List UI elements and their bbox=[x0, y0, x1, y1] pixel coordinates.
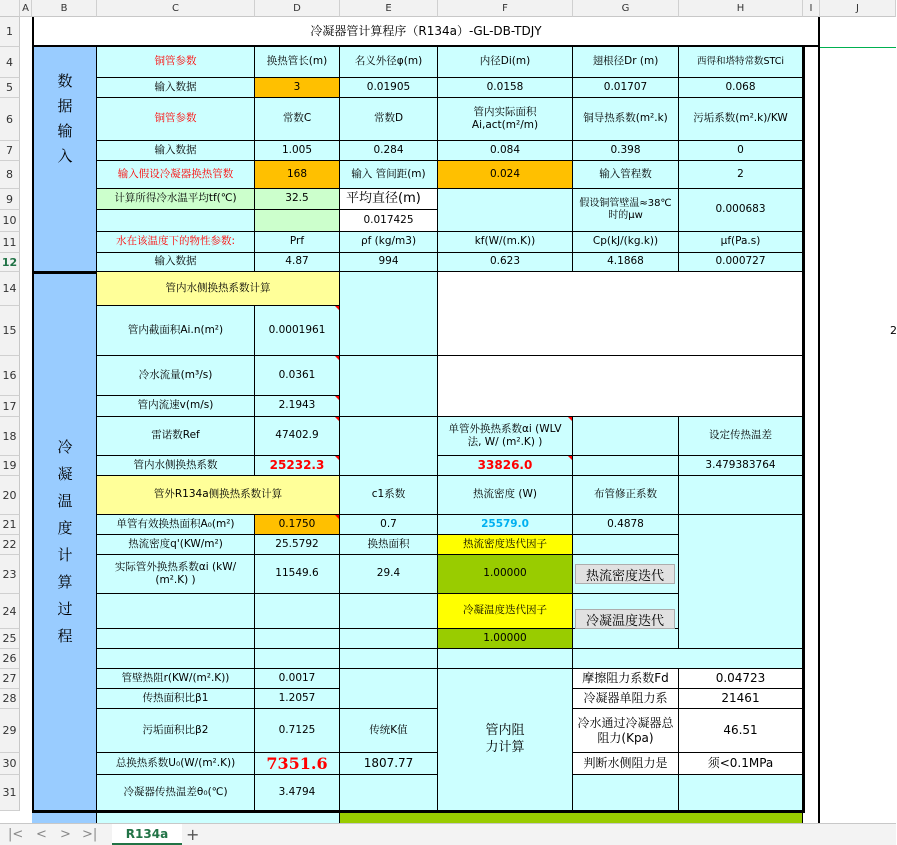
cell-f26[interactable] bbox=[438, 649, 573, 669]
cell-e23[interactable]: 29.4 bbox=[340, 555, 438, 594]
cell-d5-tube-length[interactable]: 3 bbox=[255, 78, 340, 98]
cell-e31[interactable] bbox=[340, 775, 438, 811]
comment-marker bbox=[335, 515, 339, 519]
cell-d18[interactable]: 47402.9 bbox=[255, 417, 340, 456]
cell-g26[interactable] bbox=[573, 649, 803, 669]
row-header-8[interactable]: 8 bbox=[0, 161, 20, 189]
cell-h12[interactable]: 0.000727 bbox=[679, 253, 803, 272]
cell-c7[interactable]: 输入数据 bbox=[97, 141, 255, 161]
cell-f12[interactable]: 0.623 bbox=[438, 253, 573, 272]
cell-c31[interactable]: 冷凝器传热温差θ₀(℃) bbox=[97, 775, 255, 811]
sheet-tab-bar bbox=[0, 823, 896, 845]
row-header-6[interactable]: 6 bbox=[0, 98, 20, 141]
row-header-19[interactable]: 19 bbox=[0, 456, 20, 476]
row-header-17[interactable]: 17 bbox=[0, 396, 20, 417]
cell-h5[interactable]: 0.068 bbox=[679, 78, 803, 98]
col-header-i[interactable]: I bbox=[803, 0, 820, 17]
cell-d16[interactable]: 0.0361 bbox=[255, 356, 340, 396]
cell-f6[interactable] bbox=[438, 98, 573, 141]
cell-c25[interactable] bbox=[97, 629, 255, 649]
side-label-calc-process[interactable] bbox=[32, 272, 97, 811]
cell-h11[interactable]: μf(Pa.s) bbox=[679, 232, 803, 253]
cell-d17[interactable]: 2.1943 bbox=[255, 396, 340, 417]
sheet-title[interactable]: 冷凝器管计算程序（R134a）-GL-DB-TDJY bbox=[32, 17, 820, 47]
cell-f22[interactable]: 热流密度迭代因子 bbox=[438, 535, 573, 555]
cell-h18[interactable]: 设定传热温差 bbox=[679, 417, 803, 456]
cell-e29[interactable]: 传统K值 bbox=[340, 709, 438, 753]
comment-marker bbox=[335, 306, 339, 310]
heat-flux-iterate-button[interactable]: 热流密度迭代 bbox=[575, 564, 675, 584]
col-header-a[interactable]: A bbox=[20, 0, 32, 17]
cell-f21[interactable]: 25579.0 bbox=[438, 515, 573, 535]
side-char: 据 bbox=[57, 97, 73, 115]
col-header-f[interactable]: F bbox=[438, 0, 573, 17]
col-header-e[interactable]: E bbox=[340, 0, 438, 17]
cell-d24[interactable] bbox=[255, 594, 340, 629]
cell-c17[interactable]: 管内流速v(m/s) bbox=[97, 396, 255, 417]
cell-e7[interactable]: 0.284 bbox=[340, 141, 438, 161]
table-right-border bbox=[803, 47, 805, 811]
cell-f11[interactable]: kf(W/(m.K)) bbox=[438, 232, 573, 253]
cell-g6[interactable]: 铜导热系数(m².k) bbox=[573, 98, 679, 141]
edge-digit: 2 bbox=[890, 324, 897, 337]
cell-e18[interactable] bbox=[340, 417, 438, 476]
cell-e12[interactable]: 994 bbox=[340, 253, 438, 272]
cell-d6[interactable]: 常数C bbox=[255, 98, 340, 141]
side-label-data-input[interactable] bbox=[32, 47, 97, 272]
cell-e24[interactable] bbox=[340, 594, 438, 629]
side-char: 度 bbox=[57, 519, 73, 537]
cell-g5[interactable]: 0.01707 bbox=[573, 78, 679, 98]
col-header-c[interactable]: C bbox=[97, 0, 255, 17]
cell-c6[interactable]: 铜管参数 bbox=[97, 98, 255, 141]
cell-c10[interactable] bbox=[97, 210, 255, 232]
row-header-10[interactable]: 10 bbox=[0, 210, 20, 232]
cell-f20[interactable]: 热流密度 (W) bbox=[438, 476, 573, 515]
cell-e32[interactable] bbox=[340, 813, 803, 823]
cell-d8-tube-count[interactable]: 168 bbox=[255, 161, 340, 189]
side-char: 输 bbox=[57, 122, 73, 140]
cell-e21[interactable]: 0.7 bbox=[340, 515, 438, 535]
cell-g20[interactable]: 布管修正系数 bbox=[573, 476, 679, 515]
green-border-line bbox=[820, 47, 896, 48]
cell-c11[interactable]: 水在该温度下的物性参数: bbox=[97, 232, 255, 253]
cell-c20-section[interactable]: 管外R134a侧换热系数计算 bbox=[97, 476, 340, 515]
cell-d9[interactable]: 32.5 bbox=[255, 189, 340, 210]
cell-e26[interactable] bbox=[340, 649, 438, 669]
cell-g27[interactable]: 摩擦阻力系数Fd bbox=[573, 669, 679, 689]
cell-e20[interactable]: c1系数 bbox=[340, 476, 438, 515]
comment-marker bbox=[568, 417, 572, 421]
cell-g19[interactable] bbox=[573, 456, 679, 476]
cell-c24[interactable] bbox=[97, 594, 255, 629]
cell-g7[interactable]: 0.398 bbox=[573, 141, 679, 161]
row-header-30[interactable]: 30 bbox=[0, 753, 20, 775]
cell-h7[interactable]: 0 bbox=[679, 141, 803, 161]
cell-e9[interactable]: 平均直径(m) bbox=[340, 189, 438, 210]
cell-g8[interactable]: 输入管程数 bbox=[573, 161, 679, 189]
cell-f14-empty[interactable] bbox=[438, 272, 803, 356]
cell-c27[interactable]: 管壁热阻r(KW/(m².K)) bbox=[97, 669, 255, 689]
cell-c8[interactable]: 输入假设冷凝器换热管数 bbox=[97, 161, 255, 189]
cell-c14-section[interactable]: 管内水侧换热系数计算 bbox=[97, 272, 340, 306]
row-header-24[interactable]: 24 bbox=[0, 594, 20, 629]
cell-f6-line1: 管内实际面积 bbox=[473, 105, 537, 118]
row-header-28[interactable]: 28 bbox=[0, 689, 20, 709]
col-header-h[interactable]: H bbox=[679, 0, 803, 17]
last-sheet-icon[interactable]: >| bbox=[82, 827, 98, 842]
cell-e4[interactable]: 名义外径φ(m) bbox=[340, 47, 438, 78]
cell-c23[interactable]: 实际管外换热系数αi (kW/ (m².K) ) bbox=[97, 555, 255, 594]
cell-f6-line2: Ai,act(m²/m) bbox=[471, 119, 539, 131]
cell-c16[interactable]: 冷水流量(m³/s) bbox=[97, 356, 255, 396]
side-char: 入 bbox=[57, 147, 73, 165]
comment-marker bbox=[335, 396, 339, 400]
row-header-16[interactable]: 16 bbox=[0, 356, 20, 396]
comment-marker bbox=[335, 356, 339, 360]
row-header-11[interactable]: 11 bbox=[0, 232, 20, 253]
cell-c18[interactable]: 雷诺数Ref bbox=[97, 417, 255, 456]
cell-g22[interactable] bbox=[573, 535, 679, 555]
row-header-29[interactable]: 29 bbox=[0, 709, 20, 753]
side-char: 数 bbox=[57, 72, 73, 90]
row-header-23[interactable]: 23 bbox=[0, 555, 20, 594]
cell-f18[interactable]: 单管外换热系数αi (WLV法, W/ (m².K) ) bbox=[438, 417, 573, 456]
cell-c26[interactable] bbox=[97, 649, 255, 669]
cell-e6[interactable]: 常数D bbox=[340, 98, 438, 141]
cell-d12[interactable]: 4.87 bbox=[255, 253, 340, 272]
cell-f4[interactable]: 内径Di(m) bbox=[438, 47, 573, 78]
sheet-tab-r134a[interactable]: R134a bbox=[112, 824, 182, 845]
cell-c19[interactable]: 管内水侧换热系数 bbox=[97, 456, 255, 476]
add-sheet-icon[interactable]: + bbox=[186, 825, 200, 844]
row-header-9[interactable]: 9 bbox=[0, 189, 20, 210]
side-char: 程 bbox=[57, 627, 73, 645]
cell-h9[interactable]: 0.000683 bbox=[679, 189, 803, 232]
row-header-5[interactable]: 5 bbox=[0, 78, 20, 98]
cell-f7[interactable]: 0.084 bbox=[438, 141, 573, 161]
cell-h28[interactable]: 21461 bbox=[679, 689, 803, 709]
cell-c22[interactable]: 热流密度q'(KW/m²) bbox=[97, 535, 255, 555]
cell-c21[interactable]: 单管有效换热面积A₀(m²) bbox=[97, 515, 255, 535]
cell-f8-tube-pitch[interactable]: 0.024 bbox=[438, 161, 573, 189]
cell-g4[interactable]: 翅根径Dr (m) bbox=[573, 47, 679, 78]
col-header-j[interactable]: J bbox=[820, 0, 896, 17]
side-char: 过 bbox=[57, 600, 73, 618]
cell-d15[interactable]: 0.0001961 bbox=[255, 306, 340, 356]
cell-g30[interactable]: 判断水侧阻力是 bbox=[573, 753, 679, 775]
cell-e8[interactable]: 输入 管间距(m) bbox=[340, 161, 438, 189]
cell-h29[interactable]: 46.51 bbox=[679, 709, 803, 753]
cell-c4[interactable]: 铜管参数 bbox=[97, 47, 255, 78]
cell-d19[interactable]: 25232.3 bbox=[255, 456, 340, 476]
cell-d27[interactable]: 0.0017 bbox=[255, 669, 340, 689]
row-header-4[interactable]: 4 bbox=[0, 47, 20, 78]
cell-b32[interactable] bbox=[32, 813, 97, 823]
cell-e10[interactable]: 0.017425 bbox=[340, 210, 438, 232]
cell-d22[interactable]: 25.5792 bbox=[255, 535, 340, 555]
cell-h8-passes[interactable]: 2 bbox=[679, 161, 803, 189]
cell-g11[interactable]: Cp(kJ/(kg.k)) bbox=[573, 232, 679, 253]
cell-h6[interactable]: 污垢系数(m².k)/KW bbox=[679, 98, 803, 141]
condensing-temp-iterate-button[interactable]: 冷凝温度迭代 bbox=[575, 609, 675, 629]
row-header-12[interactable]: 12 bbox=[0, 253, 20, 272]
row-header-25[interactable]: 25 bbox=[0, 629, 20, 649]
side-char: 计 bbox=[57, 546, 73, 564]
row-header-14[interactable]: 14 bbox=[0, 272, 20, 306]
prev-sheet-icon[interactable]: < bbox=[36, 827, 47, 842]
cell-d31[interactable]: 3.4794 bbox=[255, 775, 340, 811]
cell-d25[interactable] bbox=[255, 629, 340, 649]
cell-f25[interactable]: 1.00000 bbox=[438, 629, 573, 649]
comment-marker bbox=[568, 456, 572, 460]
cell-f24[interactable]: 冷凝温度迭代因子 bbox=[438, 594, 573, 629]
cell-e16[interactable] bbox=[340, 356, 438, 417]
cell-c5[interactable]: 输入数据 bbox=[97, 78, 255, 98]
cell-e11[interactable]: ρf (kg/m3) bbox=[340, 232, 438, 253]
comment-marker bbox=[335, 456, 339, 460]
cell-f19[interactable]: 33826.0 bbox=[438, 456, 573, 476]
cell-d11[interactable]: Prf bbox=[255, 232, 340, 253]
cell-d4[interactable]: 换热管长(m) bbox=[255, 47, 340, 78]
cell-g18[interactable] bbox=[573, 417, 679, 456]
row-header-1[interactable]: 1 bbox=[0, 17, 20, 47]
cell-h31[interactable] bbox=[679, 775, 803, 811]
cell-f9[interactable] bbox=[438, 189, 573, 232]
col-header-d[interactable]: D bbox=[255, 0, 340, 17]
cell-c28[interactable]: 传热面积比β1 bbox=[97, 689, 255, 709]
cell-d29[interactable]: 0.7125 bbox=[255, 709, 340, 753]
row-header-20[interactable]: 20 bbox=[0, 476, 20, 515]
cell-c29[interactable]: 污垢面积比β2 bbox=[97, 709, 255, 753]
cell-c12[interactable]: 输入数据 bbox=[97, 253, 255, 272]
cell-f23[interactable]: 1.00000 bbox=[438, 555, 573, 594]
col-header-g[interactable]: G bbox=[573, 0, 679, 17]
cell-d30-total-coefficient[interactable]: 7351.6 bbox=[255, 753, 340, 775]
side-char: 冷 bbox=[57, 438, 73, 456]
side-char: 凝 bbox=[57, 465, 73, 483]
cell-e5[interactable]: 0.01905 bbox=[340, 78, 438, 98]
cell-d26[interactable] bbox=[255, 649, 340, 669]
cell-d21[interactable]: 0.1750 bbox=[255, 515, 340, 535]
cell-h19[interactable]: 3.479383764 bbox=[679, 456, 803, 476]
cell-g29[interactable]: 冷水通过冷凝器总阻力(Kpa) bbox=[573, 709, 679, 753]
cell-f27-resistance[interactable]: 管内阻力计算 bbox=[438, 669, 573, 811]
cell-d23[interactable]: 11549.6 bbox=[255, 555, 340, 594]
cell-g21[interactable]: 0.4878 bbox=[573, 515, 679, 535]
cell-f16-empty[interactable] bbox=[438, 356, 803, 417]
cell-h21[interactable] bbox=[679, 515, 803, 649]
row-header-18[interactable]: 18 bbox=[0, 417, 20, 456]
corner-select-all[interactable] bbox=[0, 0, 20, 17]
row-header-26[interactable]: 26 bbox=[0, 649, 20, 669]
cell-c30[interactable]: 总换热系数U₀(W/(m².K)) bbox=[97, 753, 255, 775]
cell-g25[interactable] bbox=[573, 629, 679, 649]
cell-e14[interactable] bbox=[340, 272, 438, 356]
cell-h4[interactable]: 西得和塔特常数STCi bbox=[679, 47, 803, 78]
row-header-27[interactable]: 27 bbox=[0, 669, 20, 689]
cell-c32[interactable] bbox=[97, 813, 340, 823]
cell-h30[interactable]: 须<0.1MPa bbox=[679, 753, 803, 775]
cell-g28[interactable]: 冷凝器单阻力系 bbox=[573, 689, 679, 709]
col-header-b[interactable]: B bbox=[32, 0, 97, 17]
side-char: 温 bbox=[57, 492, 73, 510]
cell-h27[interactable]: 0.04723 bbox=[679, 669, 803, 689]
row-header-22[interactable]: 22 bbox=[0, 535, 20, 555]
row-header-15[interactable]: 15 bbox=[0, 306, 20, 356]
cell-e25[interactable] bbox=[340, 629, 438, 649]
cell-e27[interactable] bbox=[340, 669, 438, 709]
cell-e22[interactable]: 换热面积 bbox=[340, 535, 438, 555]
side-char: 算 bbox=[57, 573, 73, 591]
cell-h20[interactable] bbox=[679, 476, 803, 515]
cell-g31[interactable] bbox=[573, 775, 679, 811]
cell-d10[interactable] bbox=[255, 210, 340, 232]
row-header-31[interactable]: 31 bbox=[0, 775, 20, 811]
cell-g9[interactable]: 假设铜管壁温≈38℃时的μw bbox=[573, 189, 679, 232]
cell-f5[interactable]: 0.0158 bbox=[438, 78, 573, 98]
cell-d7[interactable]: 1.005 bbox=[255, 141, 340, 161]
next-sheet-icon[interactable]: > bbox=[60, 827, 71, 842]
cell-e30[interactable]: 1807.77 bbox=[340, 753, 438, 775]
first-sheet-icon[interactable]: |< bbox=[8, 827, 24, 842]
outer-right-border bbox=[818, 17, 820, 823]
cell-c15[interactable]: 管内截面积Ai.n(m²) bbox=[97, 306, 255, 356]
comment-marker bbox=[335, 417, 339, 421]
cell-g12[interactable]: 4.1868 bbox=[573, 253, 679, 272]
row-header-21[interactable]: 21 bbox=[0, 515, 20, 535]
cell-c9[interactable]: 计算所得冷水温平均tf(℃) bbox=[97, 189, 255, 210]
row-header-7[interactable]: 7 bbox=[0, 141, 20, 161]
cell-d28[interactable]: 1.2057 bbox=[255, 689, 340, 709]
